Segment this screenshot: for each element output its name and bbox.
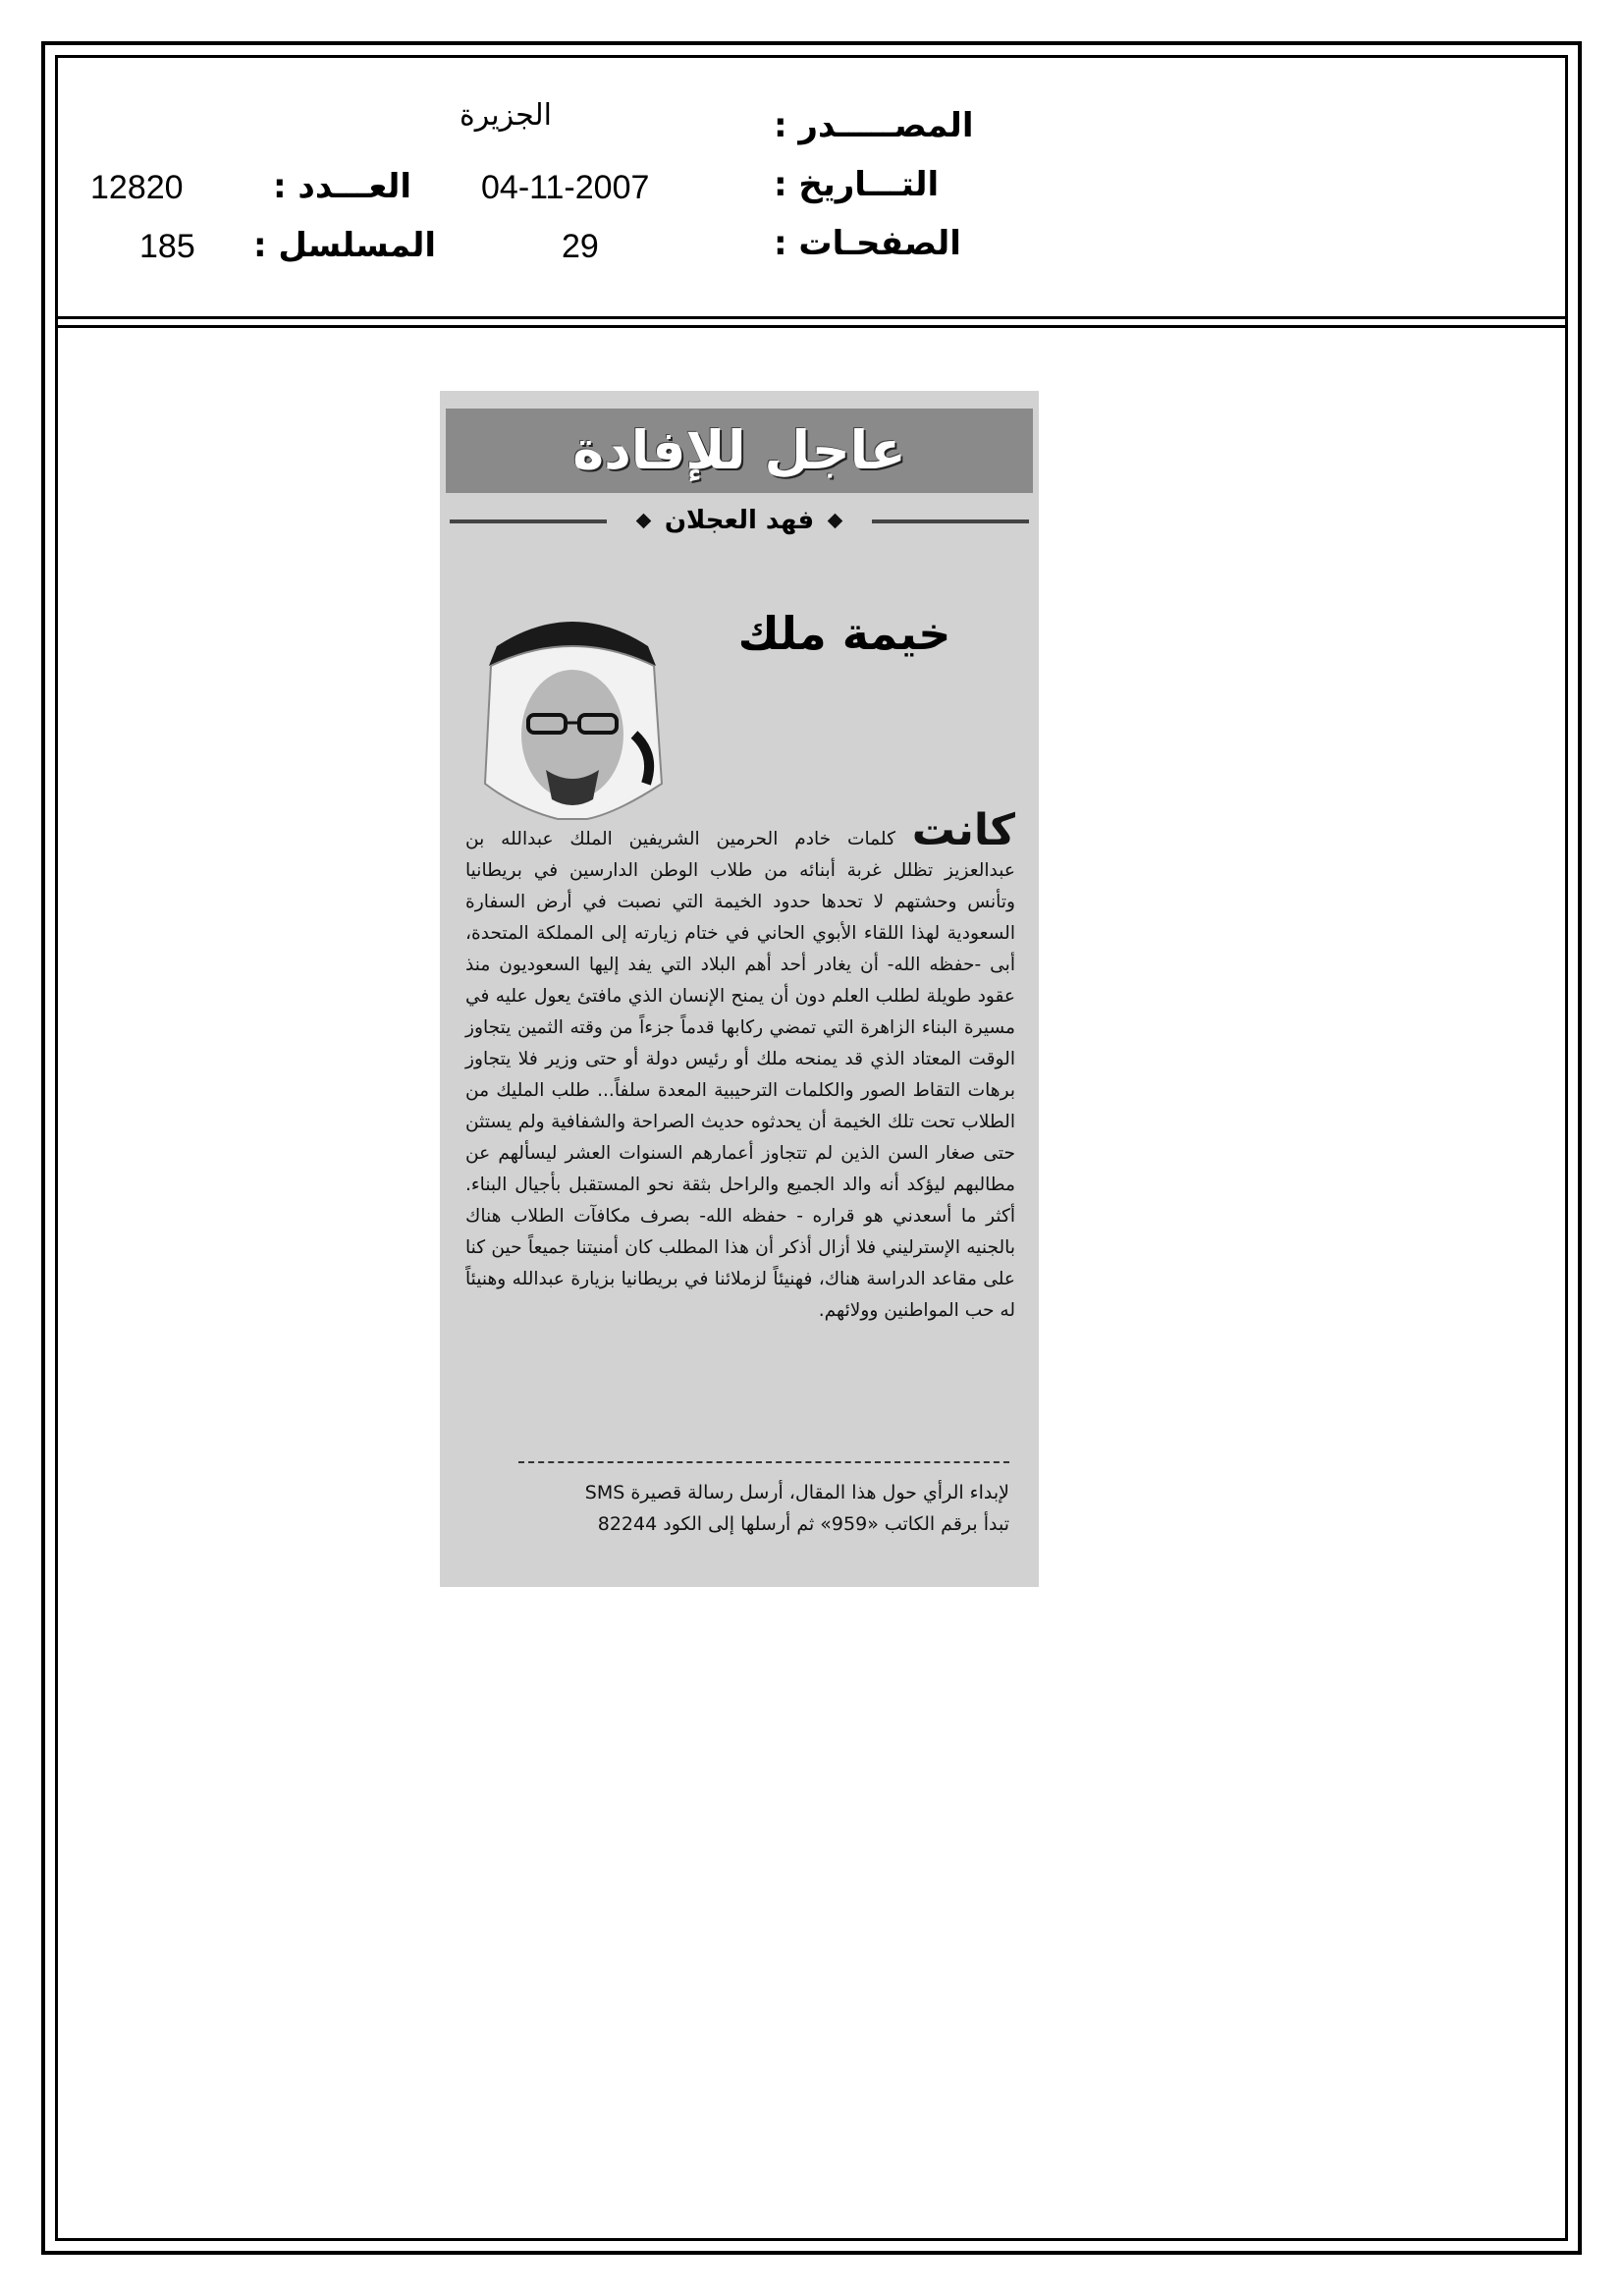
pages-value: 29	[562, 228, 599, 265]
sms-note-line-1: لإبداء الرأي حول هذا المقال، أرسل رسالة قصيرة SMS	[584, 1482, 1009, 1503]
column-banner	[446, 409, 1033, 493]
article-title: خيمة ملك	[737, 607, 951, 660]
sms-note-line-2: تبدأ برقم الكاتب «959» ثم أرسلها إلى الكود 82244	[597, 1513, 1009, 1535]
date-label: التـــاريخ :	[774, 165, 940, 204]
article-body	[465, 805, 1015, 1327]
byline	[450, 501, 1029, 540]
author-portrait	[469, 587, 676, 823]
serial-value: 185	[139, 228, 195, 265]
date-value: 04-11-2007	[481, 169, 650, 206]
pages-label: الصفحـات :	[774, 224, 961, 263]
source-label: المصـــــدر :	[774, 106, 974, 145]
newspaper-clipping	[440, 391, 1039, 1587]
lead-word: كانت	[911, 805, 1015, 855]
diamond-icon	[636, 514, 652, 529]
issue-label: العـــدد :	[273, 167, 411, 206]
sms-note	[479, 1477, 1009, 1540]
issue-value: 12820	[90, 169, 184, 206]
author-name: فهد العجلان	[664, 506, 815, 535]
header-separator	[55, 316, 1568, 328]
note-separator	[518, 1461, 1009, 1463]
column-banner-title: عاجل للإفادة	[572, 419, 906, 481]
source-value: الجزيرة	[460, 98, 553, 133]
serial-label: المسلسل :	[253, 226, 437, 265]
diamond-icon	[828, 514, 843, 529]
article-body-text: كلمات خادم الحرمين الشريفين الملك عبدالله بن عبدالعزيز تظلل غربة أبنائه من طلاب الوطن الدارسين في بريطانيا وتأنس وحشتهم لا تحدها حدود الخيمة التي نصبت في أرض السفارة السعودية لهذا اللقاء الأبوي الحاني في ختام زيارته إلى المملكة المتحدة، أبى -حفظه الله- أن يغادر أحد أهم البلاد التي يفد إليها السعوديون منذ عقود طويلة لطلب العلم دون أن يمنح الإنسان الذي مافتئ يعول عليه في مسيرة البناء الزاهرة التي تمضي ركابها قدماً جزءاً من وقته الثمين يتجاوز الوقت المعتاد الذي قد يمنحه ملك أو رئيس دولة أو حتى وزير فلا يتجاوز برهات التقاط الصور والكلمات الترحيبية المعدة سلفاً... طلب المليك من الطلاب تحت تلك الخيمة أن يحدثوه حديث الصراحة والشفافية ولم يستثن حتى صغار السن الذين لم تتجاوز أعمارهم السنوات العشر ليسألهم عن مطالبهم ليؤكد أنه والد الجميع والراحل بثقة نحو المستقبل بأجيال البناء. أكثر ما أسعدني هو قراره - حفظه الله- بصرف مكافآت الطلاب هناك بالجنيه الإسترليني فلا أزال أذكر أن هذا المطلب كان أمنيتنا جميعاً حين كنا على مقاعد الدراسة هناك، فهنيئاً لزملائنا في بريطانيا بزيارة عبدالله وهنيئاً له حب المواطنين وولائهم.	[465, 829, 1015, 1321]
